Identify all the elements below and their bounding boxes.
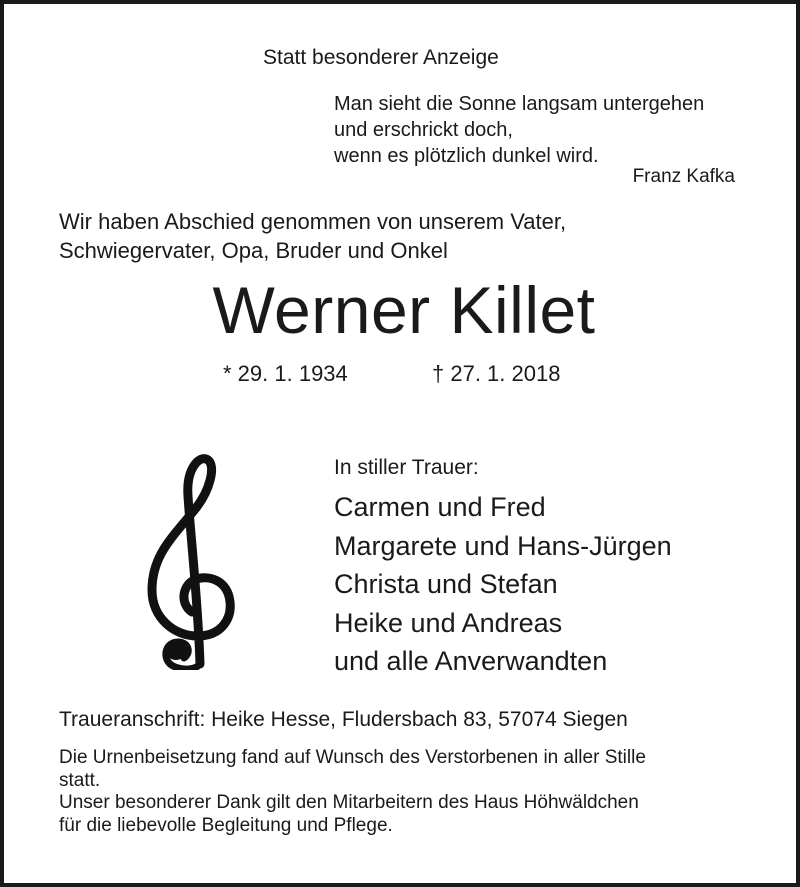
treble-clef-icon [144, 450, 236, 670]
note-line: Die Urnenbeisetzung fand auf Wunsch des Verstorbenen in aller Stille [59, 747, 646, 768]
mourning-label: In stiller Trauer: [334, 456, 479, 479]
intro-line: Wir haben Abschied genommen von unserem Vater, [59, 209, 567, 234]
mourner-item: Margarete und Hans-Jürgen [334, 530, 672, 561]
mourner-item: Heike und Andreas [334, 607, 563, 638]
mourner-item: und alle Anverwandten [334, 646, 608, 676]
death-date: † 27. 1. 2018 [432, 361, 561, 386]
note-line: Unser besonderer Dank gilt den Mitarbeitern des Haus Höhwäldchen [59, 792, 639, 813]
quote-line: wenn es plötzlich dunkel wird. [334, 145, 599, 167]
quote-line: und erschrickt doch, [334, 119, 513, 141]
quote-line: Man sieht die Sonne langsam untergehen [334, 93, 705, 115]
note-line: für die liebevolle Begleitung und Pflege. [59, 814, 393, 836]
closing-notes [59, 747, 646, 837]
intro-line: Schwiegervater, Opa, Bruder und Onkel [59, 238, 448, 263]
birth-date: * 29. 1. 1934 [223, 361, 348, 386]
note-line: statt. [59, 769, 101, 791]
mourning-address: Traueranschrift: Heike Hesse, Fludersbach 83, 57074 Siegen [59, 708, 628, 731]
mourner-item: Christa und Stefan [334, 569, 558, 599]
intro-text [59, 207, 566, 265]
notice-header: Statt besonderer Anzeige [263, 46, 499, 69]
mourner-item: Carmen und Fred [334, 492, 546, 522]
quote-author: Franz Kafka [632, 166, 735, 187]
kafka-quote [334, 91, 704, 169]
deceased-name: Werner Killet [212, 273, 596, 347]
mourners-list [334, 488, 672, 681]
